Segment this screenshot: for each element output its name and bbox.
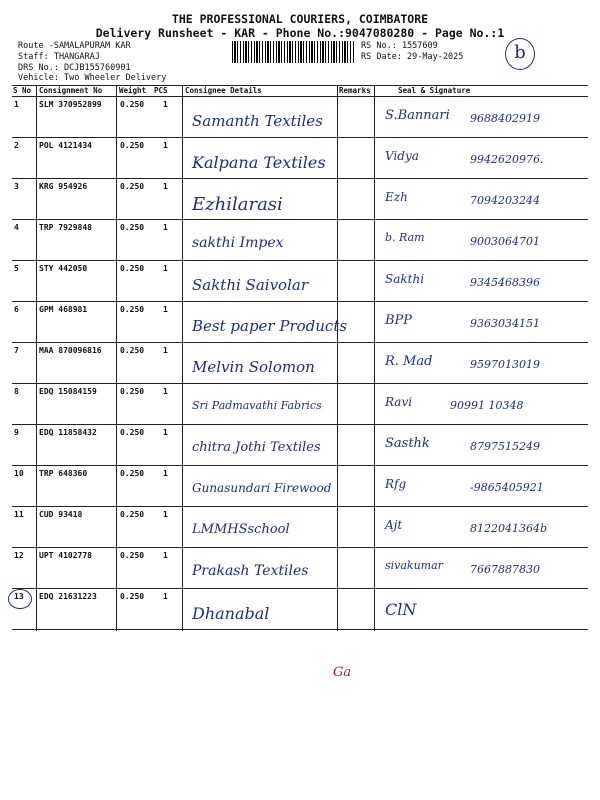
row-weight: 0.250	[120, 305, 145, 314]
row-sno: 9	[14, 428, 19, 437]
row-weight: 0.250	[120, 510, 145, 519]
row-weight: 0.250	[120, 182, 145, 191]
row-phone-handwritten: 7667887830	[470, 563, 540, 576]
row-divider	[12, 547, 588, 548]
row-consignment-no: SLM 370952899	[39, 100, 102, 109]
row-consignee-handwritten: Prakash Textiles	[192, 563, 309, 579]
row-signature: ClN	[385, 600, 417, 619]
row-pcs: 1	[163, 182, 168, 191]
row-pcs: 1	[163, 387, 168, 396]
row-pcs: 1	[163, 428, 168, 437]
row-weight: 0.250	[120, 141, 145, 150]
row-consignment-no: CUD 93418	[39, 510, 83, 519]
row-pcs: 1	[163, 346, 168, 355]
row-signature: Ravi	[385, 395, 413, 409]
row-phone-handwritten: 9688402919	[470, 112, 540, 125]
row-pcs: 1	[163, 223, 168, 232]
route-label: Route -SAMALAPURAM KAR	[18, 41, 131, 51]
circled-mark: b	[505, 38, 535, 70]
col-divider	[116, 85, 117, 631]
row-signature: S.Bannari	[385, 108, 450, 123]
row-divider	[12, 178, 588, 179]
row-sno: 13	[14, 592, 24, 601]
row-sno: 10	[14, 469, 24, 478]
row-consignment-no: EDQ 15084159	[39, 387, 97, 396]
row-divider	[12, 424, 588, 425]
row-consignment-no: GPM 468981	[39, 305, 88, 314]
row-sno: 5	[14, 264, 19, 273]
row-signature: R. Mad	[385, 354, 433, 369]
row-signature: Sakthi	[385, 272, 425, 286]
row-consignee-handwritten: Dhanabal	[192, 604, 270, 623]
row-consignment-no: TRP 648360	[39, 469, 88, 478]
row-consignee-handwritten: Ezhilarasi	[192, 194, 283, 215]
row-weight: 0.250	[120, 100, 145, 109]
row-consignee-handwritten: Kalpana Textiles	[192, 153, 326, 172]
row-divider	[12, 301, 588, 302]
row-weight: 0.250	[120, 346, 145, 355]
row-pcs: 1	[163, 510, 168, 519]
row-consignee-handwritten: Best paper Products	[192, 317, 348, 335]
col-header-pcs: PCS	[154, 86, 168, 95]
table-header-border	[12, 96, 588, 97]
row-consignment-no: POL 4121434	[39, 141, 92, 150]
row-pcs: 1	[163, 264, 168, 273]
row-consignee-handwritten: Sri Padmavathi Fabrics	[192, 399, 322, 412]
row-consignment-no: STY 442050	[39, 264, 88, 273]
row-pcs: 1	[163, 141, 168, 150]
row-divider	[12, 260, 588, 261]
row-consignee-handwritten: LMMHSschool	[192, 522, 290, 537]
row-signature: sivakumar	[385, 559, 443, 572]
row-weight: 0.250	[120, 223, 145, 232]
row-sno: 2	[14, 141, 19, 150]
row-phone-handwritten: 9942620976.	[470, 153, 544, 166]
staff-label: Staff: THANGARAJ	[18, 52, 100, 62]
row-sno: 4	[14, 223, 19, 232]
row-sno: 7	[14, 346, 19, 355]
col-divider	[182, 85, 183, 631]
runsheet-subtitle: Delivery Runsheet - KAR - Phone No.:9047080280 - Page No.:1	[95, 26, 505, 40]
row-phone-handwritten: -9865405921	[470, 481, 544, 494]
row-signature: Rfg	[385, 477, 407, 491]
row-consignee-handwritten: sakthi Impex	[192, 235, 284, 251]
row-weight: 0.250	[120, 592, 145, 601]
col-header-weight: Weight	[119, 86, 147, 95]
row-divider	[12, 383, 588, 384]
row-weight: 0.250	[120, 469, 145, 478]
row-phone-handwritten: 90991 10348	[450, 399, 524, 412]
col-header-consignment: Consignment No	[39, 86, 103, 95]
row-divider	[12, 629, 588, 630]
row-consignment-no: EDQ 21631223	[39, 592, 97, 601]
row-pcs: 1	[163, 100, 168, 109]
col-divider	[337, 85, 338, 631]
row-consignee-handwritten: Sakthi Saivolar	[192, 276, 308, 294]
row-signature: Vidya	[385, 149, 419, 163]
row-phone-handwritten: 9597013019	[470, 358, 540, 371]
row-sno: 1	[14, 100, 19, 109]
row-weight: 0.250	[120, 428, 145, 437]
row-sno: 6	[14, 305, 19, 314]
row-divider	[12, 219, 588, 220]
col-divider	[36, 85, 37, 631]
row-pcs: 1	[163, 592, 168, 601]
col-header-consignee: Consignee Details	[185, 86, 262, 95]
col-header-seal: Seal & Signature	[398, 86, 471, 95]
row-sno: 3	[14, 182, 19, 191]
row-pcs: 1	[163, 551, 168, 560]
row-consignment-no: TRP 7929848	[39, 223, 92, 232]
footer-tick: Ga	[333, 665, 352, 680]
col-divider	[374, 85, 375, 631]
row-consignee-handwritten: Samanth Textiles	[192, 112, 323, 130]
row-sno: 8	[14, 387, 19, 396]
row-weight: 0.250	[120, 387, 145, 396]
row-divider	[12, 588, 588, 589]
barcode	[232, 41, 354, 63]
row-weight: 0.250	[120, 551, 145, 560]
row-consignee-handwritten: Gunasundari Firewood	[192, 481, 332, 495]
row-divider	[12, 506, 588, 507]
row-signature: Ezh	[385, 190, 408, 204]
row-consignment-no: UPT 4102778	[39, 551, 92, 560]
row-pcs: 1	[163, 305, 168, 314]
row-phone-handwritten: 8797515249	[470, 440, 540, 453]
row-signature: BPP	[385, 313, 413, 328]
col-header-remarks: Remarks	[339, 86, 371, 95]
row-consignment-no: EDQ 11858432	[39, 428, 97, 437]
row-phone-handwritten: 9003064701	[470, 235, 540, 248]
row-sno: 12	[14, 551, 24, 560]
row-phone-handwritten: 8122041364b	[470, 522, 548, 535]
row-signature: b. Ram	[385, 231, 425, 244]
rs-date: RS Date: 29-May-2025	[361, 52, 464, 62]
row-pcs: 1	[163, 469, 168, 478]
row-phone-handwritten: 7094203244	[470, 194, 540, 207]
row-divider	[12, 137, 588, 138]
rs-number: RS No.: 1557609	[361, 41, 438, 51]
row-consignee-handwritten: chitra Jothi Textiles	[192, 440, 321, 455]
row-signature: Ajt	[385, 518, 403, 532]
row-consignee-handwritten: Melvin Solomon	[192, 358, 315, 376]
row-consignment-no: MAA 870096816	[39, 346, 102, 355]
page-title: THE PROFESSIONAL COURIERS, COIMBATORE	[171, 12, 429, 26]
row-sno: 11	[14, 510, 24, 519]
row-weight: 0.250	[120, 264, 145, 273]
row-signature: Sasthk	[385, 436, 430, 451]
row-phone-handwritten: 9363034151	[470, 317, 540, 330]
row-13-circle	[8, 589, 32, 609]
row-phone-handwritten: 9345468396	[470, 276, 540, 289]
drs-number: DRS No.: DCJB155760901	[18, 63, 131, 73]
row-divider	[12, 342, 588, 343]
row-divider	[12, 465, 588, 466]
row-consignment-no: KRG 954926	[39, 182, 88, 191]
col-header-sno: S No	[13, 86, 32, 95]
vehicle-label: Vehicle: Two Wheeler Delivery	[18, 73, 167, 83]
